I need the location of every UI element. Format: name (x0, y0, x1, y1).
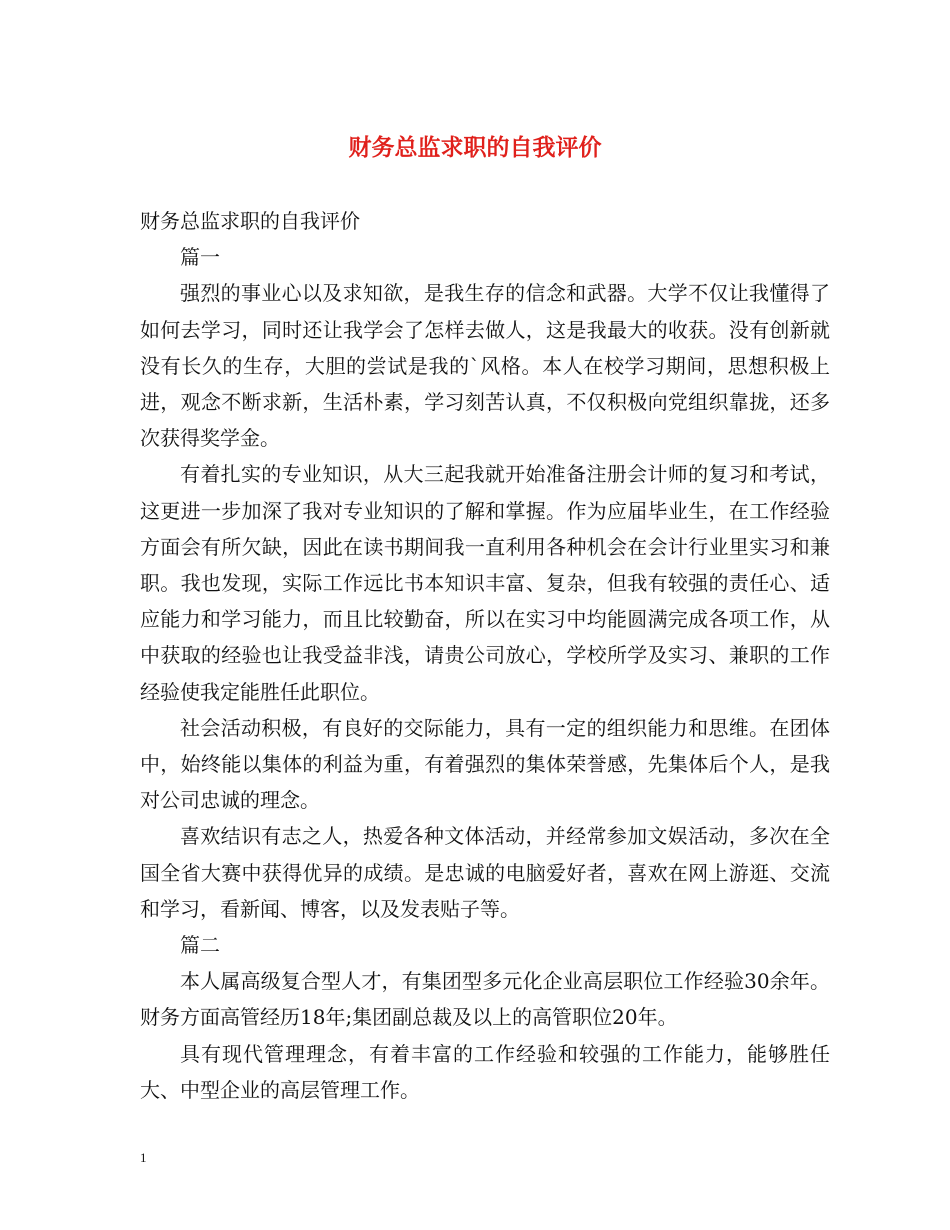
body-paragraph: 社会活动积极，有良好的交际能力，具有一定的组织能力和思维。在团体中，始终能以集体的利益为重，有着强烈的集体荣誉感，先集体后个人，是我对公司忠诚的理念。 (140, 715, 830, 813)
body-paragraph: 有着扎实的专业知识，从大三起我就开始准备注册会计师的复习和考试，这更进一步加深了我对专业知识的了解和掌握。作为应届毕业生，在工作经验方面会有所欠缺，因此在读书期间我一直利用各种机会在会计行业里实习和兼职。我也发现，实际工作远比书本知识丰富、复杂，但我有较强的责任心、适应能力和学习能力，而且比较勤奋，所以在实习中均能圆满完成各项工作，从中获取的经验也让我受益非浅，请贵公司放心，学校所学及实习、兼职的工作经验使我定能胜任此职位。 (140, 462, 830, 704)
document-title: 财务总监求职的自我评价 (348, 134, 602, 161)
body-paragraph: 篇一 (180, 245, 220, 270)
body-paragraph: 具有现代管理理念，有着丰富的工作经验和较强的工作能力，能够胜任大、中型企业的高层管理工作。 (140, 1041, 830, 1102)
page-number: 1 (140, 1150, 147, 1165)
body-paragraph: 篇二 (180, 933, 220, 958)
body-paragraph: 强烈的事业心以及求知欲，是我生存的信念和武器。大学不仅让我懂得了如何去学习，同时还让我学会了怎样去做人，这是我最大的收获。没有创新就没有长久的生存，大胆的尝试是我的`风格。本人在校学习期间，思想积极上进，观念不断求新，生活朴素，学习刻苦认真，不仅积极向党组织靠拢，还多次获得奖学金。 (140, 281, 830, 451)
body-paragraph: 喜欢结识有志之人，热爱各种文体活动，并经常参加文娱活动，多次在全国全省大赛中获得优异的成绩。是忠诚的电脑爱好者，喜欢在网上游逛、交流和学习，看新闻、博客，以及发表贴子等。 (140, 824, 830, 921)
body-paragraph: 本人属高级复合型人才，有集团型多元化企业高层职位工作经验30余年。财务方面高管经历18年;集团副总裁及以上的高管职位20年。 (140, 969, 830, 1030)
document-body (140, 203, 830, 1108)
document-subtitle: 财务总监求职的自我评价 (140, 209, 360, 233)
